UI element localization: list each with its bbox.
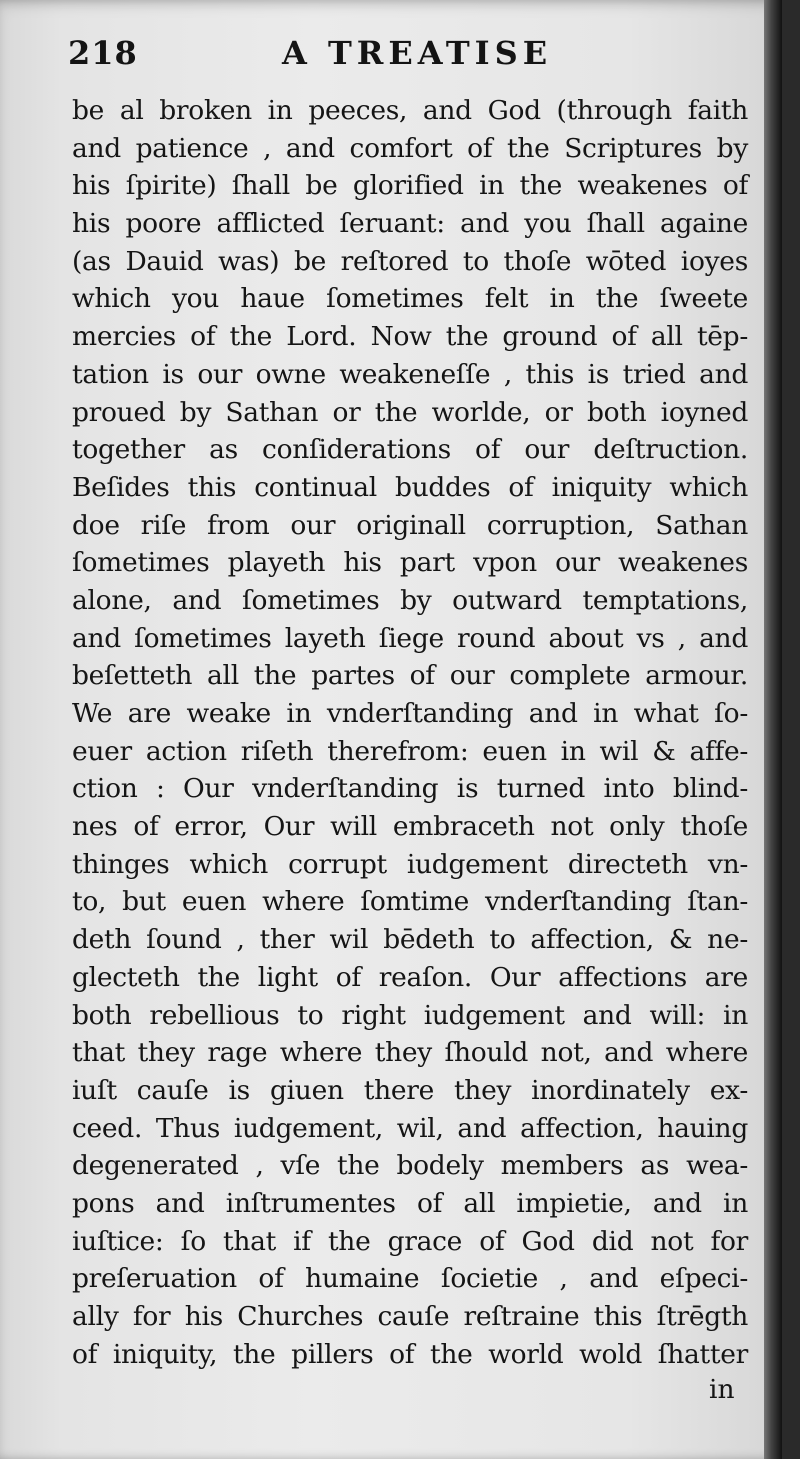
text-line: tation is our owne weakeneſſe , this is tried and <box>72 358 748 390</box>
page-edge-shadow <box>764 0 782 1459</box>
text-line: pons and inſtrumentes of all impietie, and in <box>72 1187 748 1219</box>
text-line: iuſtice: ſo that if the grace of God did not for <box>72 1225 748 1257</box>
text-line: ally for his Churches cauſe reſtraine this ſtrēgth <box>72 1301 748 1332</box>
text-line: ſometimes playeth his part vpon our weakenes <box>72 547 748 579</box>
text-line: his poore afflicted ſeruant: and you ſhall againe <box>72 208 748 240</box>
text-line: which you haue ſometimes felt in the ſweete <box>72 283 748 315</box>
text-line: and ſometimes layeth ſiege round about vs , and <box>72 622 748 654</box>
text-line: preſeruation of humaine ſocietie , and eſpeci- <box>72 1263 748 1295</box>
text-line: both rebellious to right iudgement and will: in <box>72 999 748 1031</box>
text-line: beſetteth all the partes of our complete armour. <box>72 660 748 692</box>
page-number: 218 <box>68 34 138 72</box>
text-line: iuſt cauſe is giuen there they inordinately ex- <box>72 1074 748 1106</box>
text-line: alone, and ſometimes by outward temptations, <box>72 584 748 616</box>
text-line: together as conſiderations of our deſtruction. <box>72 434 748 466</box>
text-line: doe riſe from our originall corruption, Sathan <box>72 509 748 541</box>
running-head: A TREATISE <box>282 34 553 72</box>
text-line: that they rage where they ſhould not, and where <box>72 1037 748 1069</box>
text-line: euer action riſeth therefrom: euen in wil & affe- <box>72 735 748 767</box>
text-line: mercies of the Lord. Now the ground of all tēp- <box>72 321 748 353</box>
text-line: (as Dauid was) be reſtored to thoſe wōted ioyes <box>72 245 748 277</box>
text-line: proued by Sathan or the worlde, or both ioyned <box>72 396 748 428</box>
body-text <box>72 92 748 1373</box>
text-line: thinges which corrupt iudgement directeth vn- <box>72 848 748 880</box>
text-line: ction : Our vnderſtanding is turned into blind- <box>72 773 748 805</box>
text-line: of iniquity, the pillers of the world wold ſhatter <box>72 1338 748 1370</box>
catchword: in <box>709 1374 735 1405</box>
text-line: We are weake in vnderſtanding and in what ſo- <box>72 698 748 729</box>
text-line: deth ſound , ther wil bēdeth to affection, & ne- <box>72 924 748 956</box>
text-line: be al broken in peeces, and God (through faith <box>72 95 748 126</box>
text-line: and patience , and comfort of the Scriptures by <box>72 132 748 164</box>
text-line: ceed. Thus iudgement, wil, and affection, hauing <box>72 1112 748 1144</box>
text-line: Beſides this continual buddes of iniquity which <box>72 471 748 503</box>
text-line: degenerated , vſe the bodely members as wea- <box>72 1150 748 1182</box>
text-line: glecteth the light of reaſon. Our affections are <box>72 961 748 993</box>
text-line: nes of error, Our will embraceth not only thoſe <box>72 811 748 843</box>
text-line: his ſpirite) ſhall be glorified in the weakenes of <box>72 170 748 202</box>
page-header <box>68 28 748 84</box>
text-line: to, but euen where ſomtime vnderſtanding ſtan- <box>72 886 748 918</box>
